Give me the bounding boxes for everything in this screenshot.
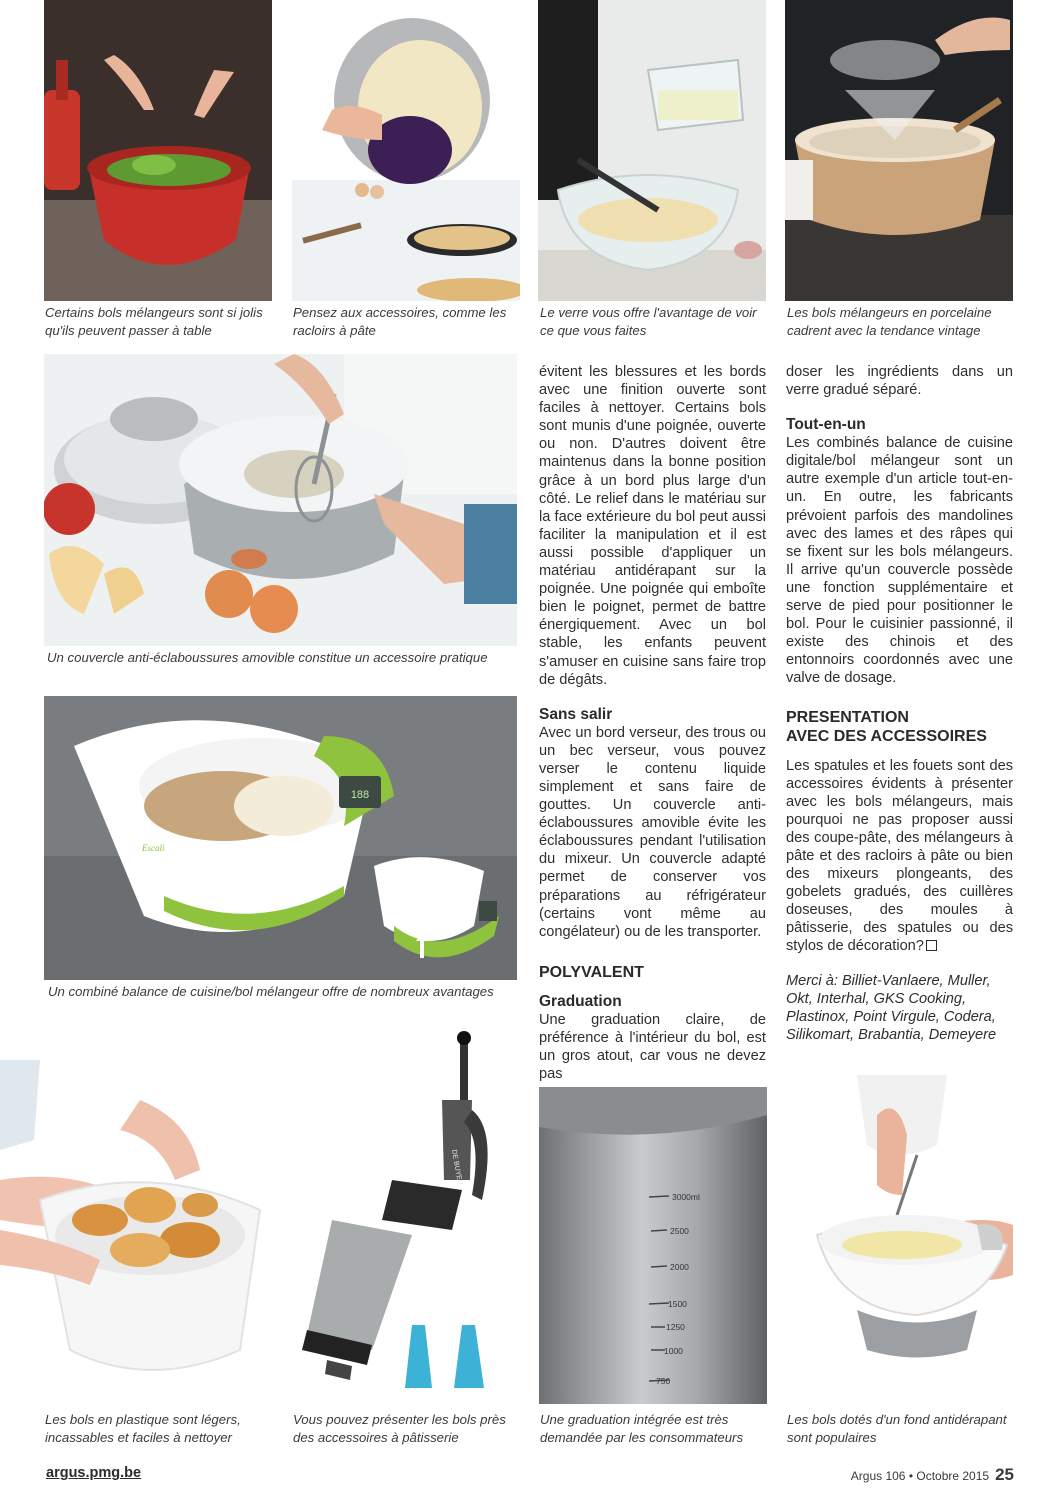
caption-scale-bowl: Un combiné balance de cuisine/bol mélangeur offre de nombreux avantages: [48, 984, 494, 999]
credits-merci: Merci à: Billiet-Vanlaere, Muller, Okt, Interhal, GKS Cooking, Plastinox, Point Virgule, Codera, Silikomart, Brabantia, Demeyere: [786, 972, 997, 1043]
caption-glass-bowl: Le verre vous offre l'avantage de voir ce que vous faites: [540, 305, 757, 338]
photo-batter-bowl: [292, 0, 520, 301]
graduation-750: 750: [656, 1376, 671, 1386]
graduation-2500: 2500: [670, 1226, 689, 1236]
photo-graduated-bowl: [539, 1087, 767, 1404]
footer-issue: Argus 106 • Octobre 2015: [850, 1469, 990, 1483]
brand-mark: Escali: [142, 843, 165, 853]
photo-glass-bowl: [538, 0, 766, 301]
photo-antislip-bowl: [787, 1075, 1013, 1391]
caption-pastry-accessories: Vous pouvez présenter les bols près des accessoires à pâtisserie: [293, 1412, 506, 1445]
heading-graduation: Graduation: [539, 992, 622, 1010]
graduation-1500: 1500: [668, 1299, 687, 1309]
heading-sans-salir: Sans salir: [539, 705, 613, 723]
column2-tout-text: Les combinés balance de cuisine digitale/bol mélangeur sont un autre exemple d'un article tout-en-un. En outre, les fabricants prévoient parfois des mandolines avec des lames et des râpes qui se fixent sur les bols mélangeurs. Il arrive qu'un couvercle possède une fonction supplémentaire et serve de pied pour positionner le bol. Pour le cuisinier passionné, il existe des chinois et des entonnoirs coordonnés avec une valve de dosage.: [786, 435, 1013, 687]
caption-porcelain-bowl: Les bols mélangeurs en porcelaine cadrent avec la tendance vintage: [787, 305, 992, 338]
photo-plastic-bowl: [0, 1060, 272, 1404]
photo-porcelain-bowl: [785, 0, 1013, 301]
end-mark-icon: [926, 940, 937, 951]
caption-salad-bowl: Certains bols mélangeurs sont si jolis qu'ils peuvent passer à table: [45, 305, 263, 338]
caption-graduation: Une graduation intégrée est très demandée par les consommateurs: [540, 1412, 744, 1445]
column1-intro: évitent les blessures et les bords avec une finition ouverte sont faciles à nettoyer. Certains bols sont munis d'une poignée, ouverte ou non. D'autres doivent être maintenus dans la bonne position grâce à un bord plus large d'un côté. Le relief dans le matériau sur la face extérieure du bol peut aussi faciliter la manipulation et il est aussi possible d'appliquer un matériau antidérapant sur la poignée. Une poignée qui emboîte bien le poignet, permet de battre énergiquement. Avec un bol stable, les enfants peuvent s'amuser en cuisine sans faire trop de dégâts.: [539, 364, 766, 688]
scale-display-text: 188: [350, 789, 370, 801]
caption-batter-bowl: Pensez aux accessoires, comme les racloirs à pâte: [293, 305, 507, 338]
graduation-3000: 3000ml: [672, 1192, 700, 1202]
graduation-1250: 1250: [666, 1322, 685, 1332]
caption-plastic-bowl: Les bols en plastique sont légers, incassables et faciles à nettoyer: [45, 1412, 241, 1445]
article-column-2: [786, 363, 1013, 1044]
syringe-brand-text: DE BUYER: [450, 1149, 464, 1186]
photo-scale-bowl: [44, 696, 517, 980]
footer-issue-info: [851, 1465, 1014, 1485]
graduation-2000: 2000: [670, 1262, 689, 1272]
photo-pastry-syringe: [292, 1030, 520, 1404]
column1-graduation-text: Une graduation claire, de préférence à l'intérieur du bol, est un gros atout, car vous ne devez pas: [539, 1011, 766, 1083]
page-number: 25: [995, 1465, 1014, 1484]
heading-presentation-line2: AVEC DES ACCESSOIRES: [786, 727, 987, 745]
column2-intro: doser les ingrédients dans un verre gradué séparé.: [786, 364, 1013, 399]
photo-splash-lid: [44, 354, 517, 646]
heading-presentation-line1: PRESENTATION: [786, 708, 909, 726]
heading-polyvalent: POLYVALENT: [539, 963, 644, 981]
heading-tout-en-un: Tout-en-un: [786, 416, 866, 434]
article-column-1: [539, 363, 766, 1083]
footer-site-link[interactable]: argus.pmg.be: [46, 1465, 142, 1481]
graduation-1000: 1000: [664, 1346, 683, 1356]
caption-antislip: Les bols dotés d'un fond antidérapant sont populaires: [787, 1412, 1007, 1445]
photo-salad-bowl: [44, 0, 272, 301]
column1-sans-salir-text: Avec un bord verseur, des trous ou un bec verseur, vous pouvez verser le contenu liquide simplement et sans faire de gouttes. Un couvercle anti-éclaboussures amovible évite les éclaboussures pendant l'utilisation du mixeur. Un couvercle adapté permet de conserver vos préparations au réfrigérateur (certains vont même au congélateur) ou de les transporter.: [539, 724, 766, 940]
column2-presentation-text: Les spatules et les fouets sont des accessoires évidents à présenter avec les bols mélangeurs, mais pourquoi ne pas proposer aussi des coupe-pâte, des mélangeurs à pâte et des racloirs à pâte ou bien des mixeurs plongeants, des gobelets gradués, des cuillères doseuses, des moules à pâtisserie, des spatules ou des stylos de décoration?: [786, 757, 1013, 955]
caption-splash-lid: Un couvercle anti-éclaboussures amovible constitue un accessoire pratique: [47, 650, 488, 665]
